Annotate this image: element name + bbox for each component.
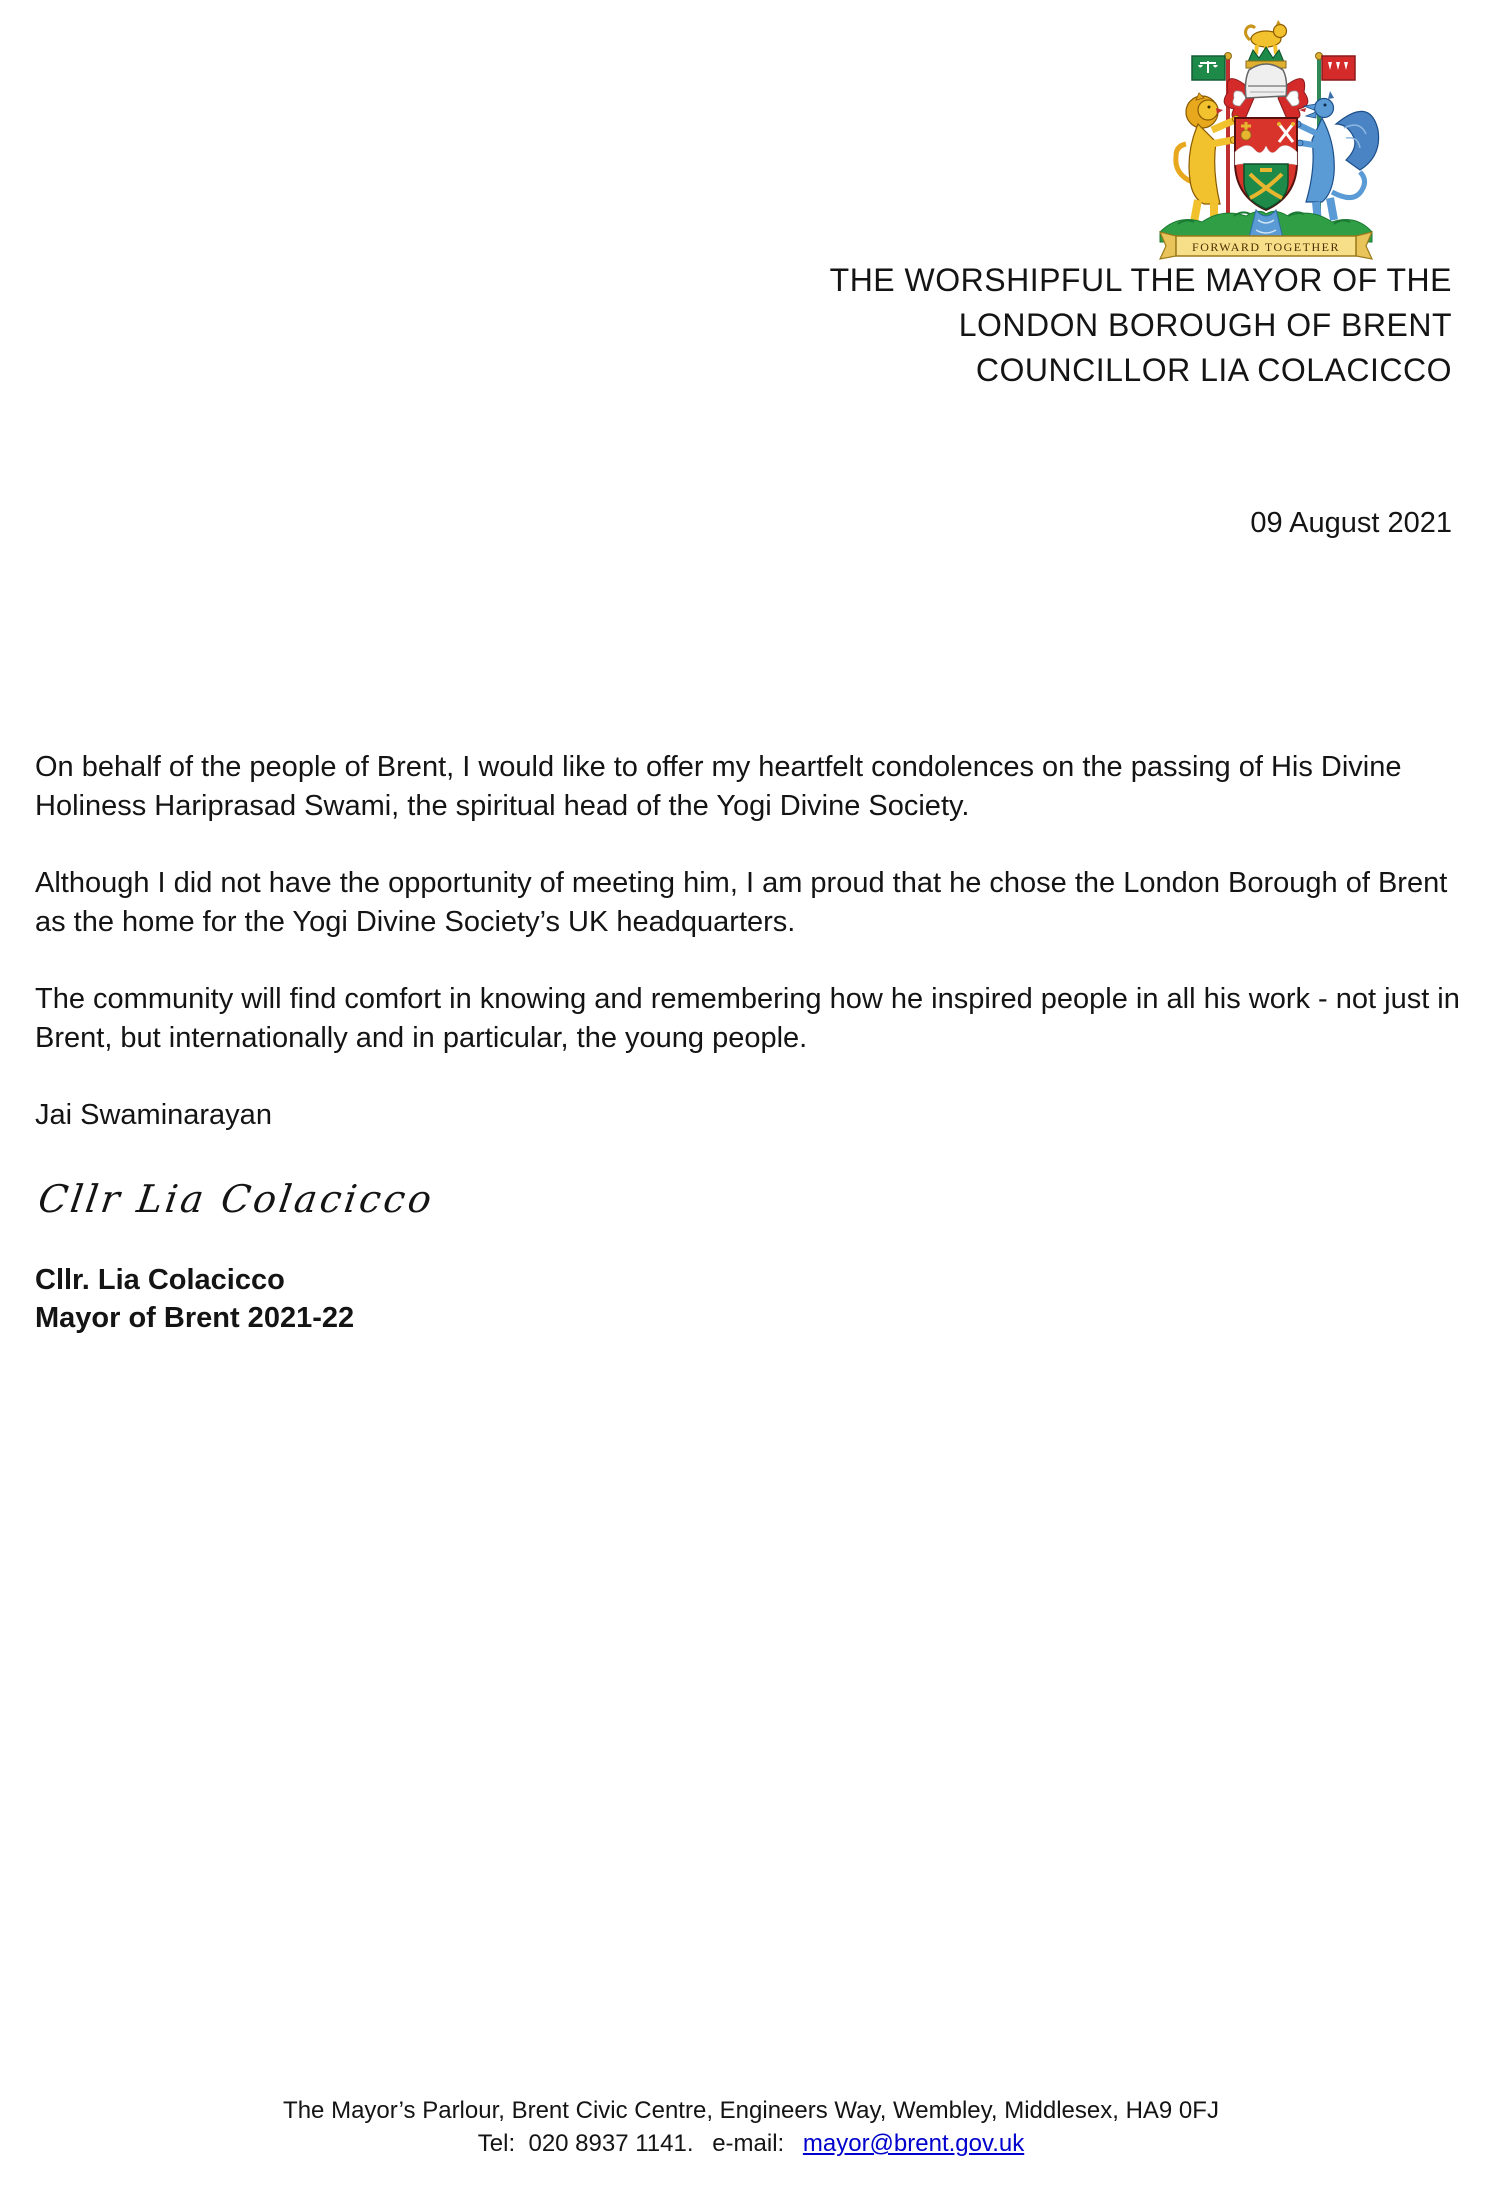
letterhead-line-3: COUNCILLOR LIA COLACICCO [975, 352, 1452, 388]
paragraph-3: The community will find comfort in knowing and remembering how he inspired people in all his work - not just in Brent, but internationally and in particular, the young people. [35, 983, 1460, 1054]
signer-block [35, 1261, 1465, 1337]
left-flag-icon [1192, 56, 1225, 80]
letterhead [830, 258, 1452, 393]
salutation: Jai Swaminarayan [35, 1099, 272, 1131]
signer-name: Cllr. Lia Colacicco [35, 1264, 285, 1296]
dragon-supporter-icon [1295, 91, 1379, 222]
handwritten-signature: Cllr Lia Colacicco [35, 1177, 438, 1221]
letter-date: 09 August 2021 [1250, 507, 1452, 539]
motto-banner [1160, 232, 1372, 259]
footer-email-label: e-mail: [712, 2130, 785, 2157]
shield-icon [1235, 118, 1297, 210]
letterhead-line-2: LONDON BOROUGH OF BRENT [958, 307, 1452, 343]
helmet-icon [1245, 64, 1286, 98]
email-link[interactable]: mayor@brent.gov.uk [802, 2130, 1025, 2157]
footer-contact-line [0, 2127, 1502, 2160]
paragraph-2: Although I did not have the opportunity of meeting him, I am proud that he chose the London Borough of Brent as the home for the Yogi Divine Society’s UK headquarters. [35, 867, 1448, 938]
signer-title: Mayor of Brent 2021-22 [35, 1302, 355, 1334]
paragraph-1: On behalf of the people of Brent, I would like to offer my heartfelt condolences on the passing of His Divine Holiness Hariprasad Swami, the spiritual head of the Yogi Divine Society. [35, 751, 1402, 822]
letter-body [35, 748, 1465, 1337]
footer-telephone: Tel: 020 8937 1141. [477, 2130, 694, 2157]
brent-coat-of-arms-icon [1138, 12, 1394, 265]
right-flag-icon [1322, 56, 1355, 80]
letterhead-line-1: THE WORSHIPFUL THE MAYOR OF THE [829, 262, 1452, 298]
letter-footer [0, 2094, 1502, 2160]
footer-address: The Mayor’s Parlour, Brent Civic Centre, Engineers Way, Wembley, Middlesex, HA9 0FJ [283, 2097, 1219, 2124]
motto-text: FORWARD TOGETHER [1192, 240, 1340, 254]
